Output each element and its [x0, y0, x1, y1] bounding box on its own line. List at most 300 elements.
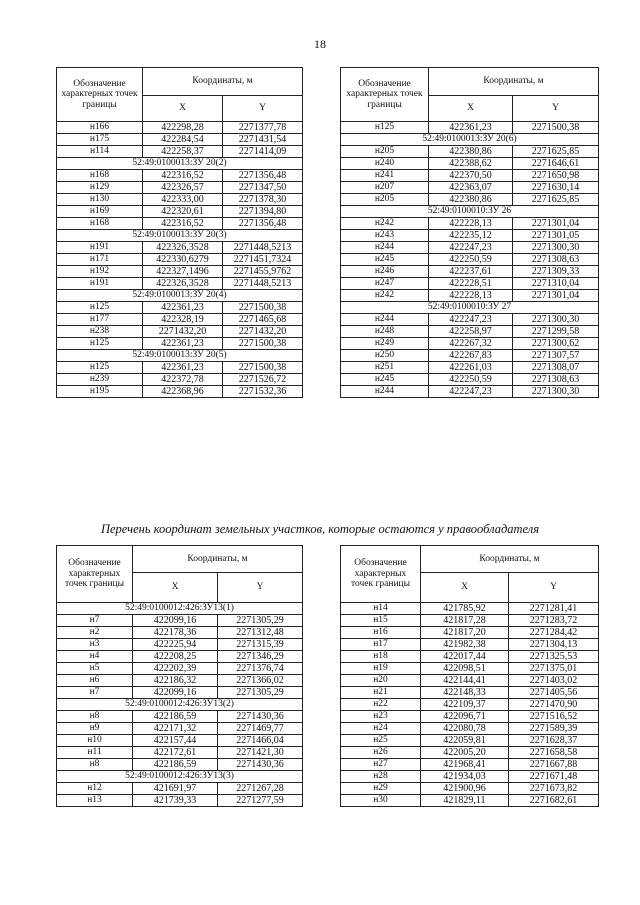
x-coordinate-cell: 422080,78	[421, 723, 509, 735]
table-row	[341, 194, 599, 206]
y-coordinate-cell: 2271414,09	[223, 146, 303, 158]
table-row	[341, 362, 599, 374]
y-coordinate-cell: 2271451,7324	[223, 254, 303, 266]
y-coordinate-cell: 2271378,30	[223, 194, 303, 206]
y-coordinate-cell: 2271325,53	[509, 651, 599, 663]
coordinates-table-bottom-right	[340, 545, 599, 807]
table-row	[57, 278, 303, 290]
table-row	[341, 182, 599, 194]
y-coordinate-cell: 2271625,85	[513, 146, 599, 158]
x-coordinate-cell: 422186,59	[133, 711, 218, 723]
section-cadastral-number: 52:49:0100012:426:ЗУ13(1)	[57, 603, 303, 615]
y-header: Y	[223, 96, 303, 122]
table-row	[341, 795, 599, 807]
point-id-cell: н240	[341, 158, 429, 170]
table-row	[341, 386, 599, 398]
x-coordinate-cell: 422316,52	[143, 170, 223, 182]
y-coordinate-cell: 2271448,5213	[223, 242, 303, 254]
table-row	[57, 795, 303, 807]
y-coordinate-cell: 2271305,29	[218, 687, 303, 699]
section-cadastral-number: 52:49:0100013:ЗУ 20(3)	[57, 230, 303, 242]
y-coordinate-cell: 2271308,63	[513, 374, 599, 386]
point-id-cell: н17	[341, 639, 421, 651]
table-row	[341, 735, 599, 747]
y-coordinate-cell: 2271356,48	[223, 170, 303, 182]
table-row	[57, 326, 303, 338]
point-id-cell: н9	[57, 723, 133, 735]
x-coordinate-cell: 422258,37	[143, 146, 223, 158]
section-row	[341, 206, 599, 218]
table-row	[57, 627, 303, 639]
point-id-cell: н18	[341, 651, 421, 663]
table-row	[57, 182, 303, 194]
table-row	[341, 242, 599, 254]
table-row	[341, 146, 599, 158]
y-coordinate-cell: 2271673,82	[509, 783, 599, 795]
y-coordinate-cell: 2271630,14	[513, 182, 599, 194]
x-coordinate-cell: 422388,62	[429, 158, 513, 170]
point-id-cell: н244	[341, 242, 429, 254]
y-coordinate-cell: 2271312,48	[218, 627, 303, 639]
x-coordinate-cell: 421817,20	[421, 627, 509, 639]
y-coordinate-cell: 2271455,9762	[223, 266, 303, 278]
section-cadastral-number: 52:49:0100010:ЗУ 26	[341, 206, 599, 218]
y-coordinate-cell: 2271305,29	[218, 615, 303, 627]
point-id-cell: н171	[57, 254, 143, 266]
table-body	[57, 603, 303, 807]
x-coordinate-cell: 421968,41	[421, 759, 509, 771]
x-coordinate-cell: 421739,33	[133, 795, 218, 807]
x-coordinate-cell: 422099,16	[133, 615, 218, 627]
x-coordinate-cell: 422333,00	[143, 194, 223, 206]
section-row	[341, 302, 599, 314]
point-label-header: Обозначение характерных точек границы	[57, 68, 143, 122]
point-id-cell: н191	[57, 278, 143, 290]
point-id-cell: н247	[341, 278, 429, 290]
point-id-cell: н14	[341, 603, 421, 615]
table-row	[57, 759, 303, 771]
point-id-cell: н192	[57, 266, 143, 278]
point-id-cell: н6	[57, 675, 133, 687]
point-id-cell: н114	[57, 146, 143, 158]
x-coordinate-cell: 422148,33	[421, 687, 509, 699]
section-cadastral-number: 52:49:0100010:ЗУ 27	[341, 302, 599, 314]
x-coordinate-cell: 422186,32	[133, 675, 218, 687]
table-row	[57, 723, 303, 735]
table-row	[57, 747, 303, 759]
y-coordinate-cell: 2271301,04	[513, 218, 599, 230]
table-row	[341, 350, 599, 362]
y-coordinate-cell: 2271465,68	[223, 314, 303, 326]
point-id-cell: н13	[57, 795, 133, 807]
point-id-cell: н205	[341, 146, 429, 158]
table-row	[57, 314, 303, 326]
table-row	[57, 218, 303, 230]
y-coordinate-cell: 2271300,30	[513, 386, 599, 398]
point-id-cell: н242	[341, 290, 429, 302]
section-row	[57, 771, 303, 783]
x-coordinate-cell: 422298,28	[143, 122, 223, 134]
table-row	[341, 759, 599, 771]
table-row	[341, 290, 599, 302]
table-header	[57, 68, 303, 122]
table-row	[341, 651, 599, 663]
y-coordinate-cell: 2271589,39	[509, 723, 599, 735]
table-row	[341, 254, 599, 266]
table-row	[57, 122, 303, 134]
table-row	[341, 771, 599, 783]
table-body	[341, 603, 599, 807]
point-id-cell: н2	[57, 627, 133, 639]
x-coordinate-cell: 421900,96	[421, 783, 509, 795]
point-id-cell: н28	[341, 771, 421, 783]
y-coordinate-cell: 2271300,62	[513, 338, 599, 350]
x-coordinate-cell: 422186,59	[133, 759, 218, 771]
y-header: Y	[218, 573, 303, 603]
point-id-cell: н129	[57, 182, 143, 194]
table-row	[57, 386, 303, 398]
y-coordinate-cell: 2271658,58	[509, 747, 599, 759]
x-coordinate-cell: 422202,39	[133, 663, 218, 675]
x-coordinate-cell: 422228,13	[429, 290, 513, 302]
table-row	[341, 158, 599, 170]
x-coordinate-cell: 422267,83	[429, 350, 513, 362]
point-id-cell: н125	[57, 338, 143, 350]
x-coordinate-cell: 421691,97	[133, 783, 218, 795]
y-coordinate-cell: 2271267,28	[218, 783, 303, 795]
y-coordinate-cell: 2271315,39	[218, 639, 303, 651]
x-header: X	[133, 573, 218, 603]
table-row	[57, 687, 303, 699]
point-id-cell: н22	[341, 699, 421, 711]
y-coordinate-cell: 2271281,41	[509, 603, 599, 615]
y-coordinate-cell: 2271532,36	[223, 386, 303, 398]
x-coordinate-cell: 422144,41	[421, 675, 509, 687]
table-row	[341, 230, 599, 242]
x-coordinate-cell: 421829,11	[421, 795, 509, 807]
y-coordinate-cell: 2271671,48	[509, 771, 599, 783]
point-id-cell: н125	[57, 302, 143, 314]
section-row	[57, 230, 303, 242]
y-coordinate-cell: 2271682,61	[509, 795, 599, 807]
y-coordinate-cell: 2271625,85	[513, 194, 599, 206]
point-id-cell: н11	[57, 747, 133, 759]
table-row	[57, 146, 303, 158]
point-id-cell: н21	[341, 687, 421, 699]
y-coordinate-cell: 2271304,13	[509, 639, 599, 651]
x-coordinate-cell: 422235,12	[429, 230, 513, 242]
y-coordinate-cell: 2271405,56	[509, 687, 599, 699]
table-header	[341, 68, 599, 122]
section-cadastral-number: 52:49:0100013:ЗУ 20(4)	[57, 290, 303, 302]
section-row	[57, 699, 303, 711]
point-id-cell: н207	[341, 182, 429, 194]
y-coordinate-cell: 2271299,58	[513, 326, 599, 338]
point-id-cell: н23	[341, 711, 421, 723]
x-coordinate-cell: 422320,61	[143, 206, 223, 218]
point-id-cell: н168	[57, 170, 143, 182]
y-coordinate-cell: 2271307,57	[513, 350, 599, 362]
x-coordinate-cell: 421934,03	[421, 771, 509, 783]
y-coordinate-cell: 2271470,90	[509, 699, 599, 711]
y-coordinate-cell: 2271375,01	[509, 663, 599, 675]
point-id-cell: н166	[57, 122, 143, 134]
point-id-cell: н29	[341, 783, 421, 795]
y-coordinate-cell: 2271301,04	[513, 290, 599, 302]
point-id-cell: н5	[57, 663, 133, 675]
y-coordinate-cell: 2271421,30	[218, 747, 303, 759]
table-row	[341, 723, 599, 735]
x-coordinate-cell: 422247,23	[429, 314, 513, 326]
x-coordinate-cell: 422178,36	[133, 627, 218, 639]
point-id-cell: н8	[57, 711, 133, 723]
y-coordinate-cell: 2271430,36	[218, 711, 303, 723]
x-coordinate-cell: 422284,54	[143, 134, 223, 146]
x-coordinate-cell: 422328,19	[143, 314, 223, 326]
point-id-cell: н16	[341, 627, 421, 639]
table-row	[341, 747, 599, 759]
section-row	[57, 603, 303, 615]
table-row	[57, 242, 303, 254]
x-coordinate-cell: 422326,3528	[143, 242, 223, 254]
point-label-header: Обозначение характерных точек границы	[57, 546, 133, 603]
point-id-cell: н7	[57, 615, 133, 627]
section-caption: Перечень координат земельных участков, которые остаются у правообладателя	[100, 522, 540, 536]
table-row	[341, 314, 599, 326]
section-cadastral-number: 52:49:0100013:ЗУ 20(2)	[57, 158, 303, 170]
x-coordinate-cell: 422330,6279	[143, 254, 223, 266]
point-id-cell: н169	[57, 206, 143, 218]
point-id-cell: н125	[341, 122, 429, 134]
point-id-cell: н241	[341, 170, 429, 182]
table-row	[57, 675, 303, 687]
point-id-cell: н242	[341, 218, 429, 230]
x-coordinate-cell: 422361,23	[429, 122, 513, 134]
y-header: Y	[509, 573, 599, 603]
y-coordinate-cell: 2271300,30	[513, 242, 599, 254]
x-coordinate-cell: 422361,23	[143, 302, 223, 314]
y-coordinate-cell: 2271650,98	[513, 170, 599, 182]
y-header: Y	[513, 96, 599, 122]
x-coordinate-cell: 422225,94	[133, 639, 218, 651]
table-row	[57, 615, 303, 627]
y-coordinate-cell: 2271308,63	[513, 254, 599, 266]
coordinates-header: Координаты, м	[133, 546, 303, 573]
y-coordinate-cell: 2271346,29	[218, 651, 303, 663]
point-id-cell: н244	[341, 314, 429, 326]
y-coordinate-cell: 2271466,04	[218, 735, 303, 747]
x-coordinate-cell: 422157,44	[133, 735, 218, 747]
x-coordinate-cell: 422363,07	[429, 182, 513, 194]
table-row	[57, 735, 303, 747]
point-id-cell: н12	[57, 783, 133, 795]
table-row	[341, 218, 599, 230]
table-row	[57, 254, 303, 266]
x-coordinate-cell: 422361,23	[143, 362, 223, 374]
point-id-cell: н20	[341, 675, 421, 687]
y-coordinate-cell: 2271347,50	[223, 182, 303, 194]
x-coordinate-cell: 422059,81	[421, 735, 509, 747]
table-row	[57, 302, 303, 314]
point-id-cell: н243	[341, 230, 429, 242]
table-row	[57, 651, 303, 663]
point-label-header: Обозначение характерных точек границы	[341, 68, 429, 122]
coordinates-header: Координаты, м	[429, 68, 599, 96]
table-row	[57, 362, 303, 374]
x-coordinate-cell: 422267,32	[429, 338, 513, 350]
x-coordinate-cell: 422316,52	[143, 218, 223, 230]
table-row	[57, 783, 303, 795]
table-row	[57, 206, 303, 218]
y-coordinate-cell: 2271628,37	[509, 735, 599, 747]
y-coordinate-cell: 2271356,48	[223, 218, 303, 230]
x-header: X	[429, 96, 513, 122]
section-row	[341, 134, 599, 146]
x-coordinate-cell: 422247,23	[429, 242, 513, 254]
x-coordinate-cell: 2271432,20	[143, 326, 223, 338]
table-row	[341, 675, 599, 687]
section-cadastral-number: 52:49:0100012:426:ЗУ13(3)	[57, 771, 303, 783]
y-coordinate-cell: 2271284,42	[509, 627, 599, 639]
y-coordinate-cell: 2271300,30	[513, 314, 599, 326]
point-id-cell: н26	[341, 747, 421, 759]
y-coordinate-cell: 2271394,80	[223, 206, 303, 218]
table-row	[341, 122, 599, 134]
point-id-cell: н15	[341, 615, 421, 627]
point-id-cell: н246	[341, 266, 429, 278]
point-id-cell: н244	[341, 386, 429, 398]
table-row	[341, 783, 599, 795]
point-id-cell: н191	[57, 242, 143, 254]
x-coordinate-cell: 422208,25	[133, 651, 218, 663]
x-coordinate-cell: 422171,32	[133, 723, 218, 735]
x-coordinate-cell: 422370,50	[429, 170, 513, 182]
x-coordinate-cell: 422258,97	[429, 326, 513, 338]
y-coordinate-cell: 2271646,61	[513, 158, 599, 170]
x-coordinate-cell: 422172,61	[133, 747, 218, 759]
point-id-cell: н8	[57, 759, 133, 771]
table-row	[341, 338, 599, 350]
point-id-cell: н4	[57, 651, 133, 663]
page-number: 18	[314, 37, 326, 51]
coordinates-table-top-right	[340, 67, 599, 398]
table-row	[57, 194, 303, 206]
y-coordinate-cell: 2271283,72	[509, 615, 599, 627]
y-coordinate-cell: 2271366,02	[218, 675, 303, 687]
y-coordinate-cell: 2271431,54	[223, 134, 303, 146]
section-cadastral-number: 52:49:0100013:ЗУ 20(5)	[57, 350, 303, 362]
point-id-cell: н130	[57, 194, 143, 206]
y-coordinate-cell: 2271376,74	[218, 663, 303, 675]
point-id-cell: н27	[341, 759, 421, 771]
x-coordinate-cell: 421817,28	[421, 615, 509, 627]
point-id-cell: н238	[57, 326, 143, 338]
section-row	[57, 290, 303, 302]
table-row	[341, 699, 599, 711]
y-coordinate-cell: 2271403,02	[509, 675, 599, 687]
section-cadastral-number: 52:49:0100012:426:ЗУ13(2)	[57, 699, 303, 711]
table-row	[341, 615, 599, 627]
x-coordinate-cell: 422098,51	[421, 663, 509, 675]
point-id-cell: н30	[341, 795, 421, 807]
table-row	[57, 338, 303, 350]
x-coordinate-cell: 422099,16	[133, 687, 218, 699]
y-coordinate-cell: 2271500,38	[223, 338, 303, 350]
y-coordinate-cell: 2271432,20	[223, 326, 303, 338]
point-id-cell: н3	[57, 639, 133, 651]
x-coordinate-cell: 422250,59	[429, 374, 513, 386]
point-id-cell: н239	[57, 374, 143, 386]
y-coordinate-cell: 2271310,04	[513, 278, 599, 290]
table-body	[341, 122, 599, 398]
table-row	[341, 170, 599, 182]
table-row	[57, 266, 303, 278]
table-body	[57, 122, 303, 398]
point-id-cell: н251	[341, 362, 429, 374]
x-coordinate-cell: 422380,86	[429, 194, 513, 206]
table-row	[57, 134, 303, 146]
x-coordinate-cell: 422250,59	[429, 254, 513, 266]
table-row	[57, 639, 303, 651]
point-id-cell: н249	[341, 338, 429, 350]
table-row	[57, 170, 303, 182]
point-id-cell: н25	[341, 735, 421, 747]
table-row	[341, 266, 599, 278]
table-row	[341, 627, 599, 639]
coordinates-header: Координаты, м	[421, 546, 599, 573]
y-coordinate-cell: 2271430,36	[218, 759, 303, 771]
point-id-cell: н168	[57, 218, 143, 230]
x-coordinate-cell: 422228,13	[429, 218, 513, 230]
point-id-cell: н248	[341, 326, 429, 338]
y-coordinate-cell: 2271667,88	[509, 759, 599, 771]
x-coordinate-cell: 422380,86	[429, 146, 513, 158]
point-id-cell: н177	[57, 314, 143, 326]
y-coordinate-cell: 2271526,72	[223, 374, 303, 386]
y-coordinate-cell: 2271301,05	[513, 230, 599, 242]
table-header	[341, 546, 599, 603]
point-id-cell: н245	[341, 254, 429, 266]
x-coordinate-cell: 422261,03	[429, 362, 513, 374]
x-coordinate-cell: 422237,61	[429, 266, 513, 278]
x-coordinate-cell: 422361,23	[143, 338, 223, 350]
y-coordinate-cell: 2271500,38	[223, 362, 303, 374]
y-coordinate-cell: 2271469,77	[218, 723, 303, 735]
y-coordinate-cell: 2271516,52	[509, 711, 599, 723]
x-coordinate-cell: 422005,20	[421, 747, 509, 759]
table-row	[341, 663, 599, 675]
point-id-cell: н205	[341, 194, 429, 206]
y-coordinate-cell: 2271377,78	[223, 122, 303, 134]
point-label-header: Обозначение характерных точек границы	[341, 546, 421, 603]
point-id-cell: н250	[341, 350, 429, 362]
point-id-cell: н19	[341, 663, 421, 675]
x-coordinate-cell: 421785,92	[421, 603, 509, 615]
x-coordinate-cell: 421982,38	[421, 639, 509, 651]
table-row	[341, 278, 599, 290]
x-coordinate-cell: 422096,71	[421, 711, 509, 723]
table-row	[341, 687, 599, 699]
table-header	[57, 546, 303, 603]
table-row	[341, 711, 599, 723]
table-row	[57, 374, 303, 386]
section-row	[57, 350, 303, 362]
coordinates-table-top-left	[56, 67, 303, 398]
x-coordinate-cell: 422368,96	[143, 386, 223, 398]
y-coordinate-cell: 2271448,5213	[223, 278, 303, 290]
x-coordinate-cell: 422017,44	[421, 651, 509, 663]
table-row	[341, 374, 599, 386]
